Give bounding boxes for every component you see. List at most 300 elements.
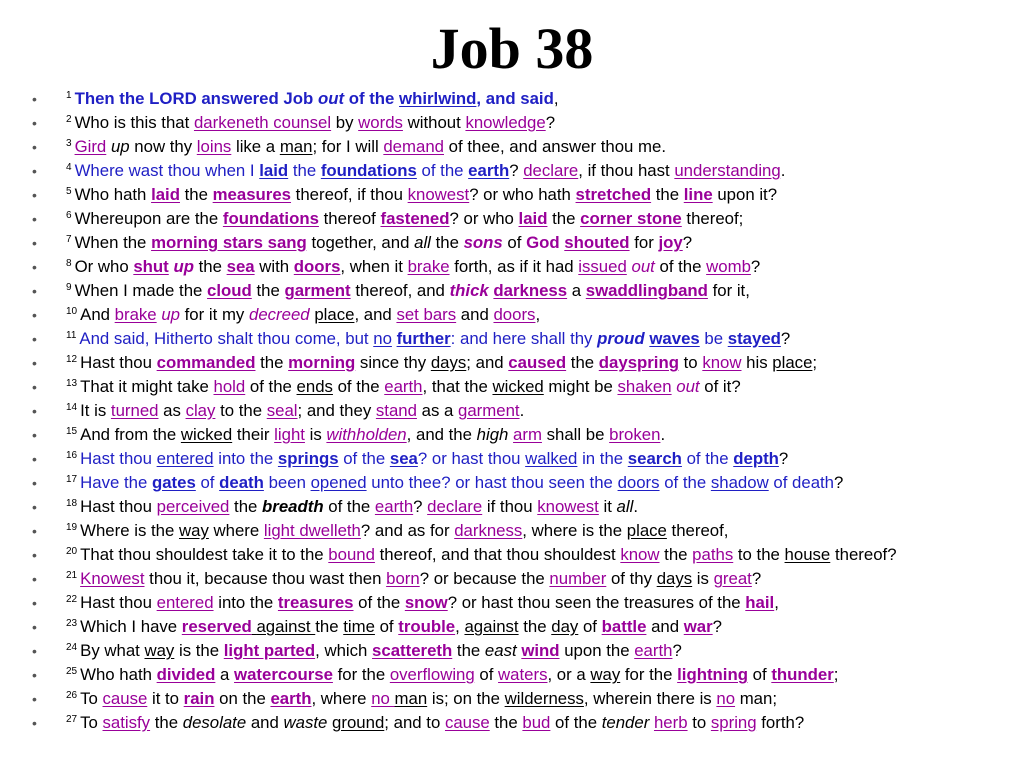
- bullet-icon: •: [32, 331, 37, 347]
- verse-text-segment: ; and to: [384, 713, 445, 732]
- verse-text-segment: doors: [617, 473, 660, 492]
- verse-text-segment: together, and: [306, 233, 415, 252]
- verse-text-segment: the: [315, 617, 344, 636]
- verse-item-20: [32, 543, 1002, 567]
- verse-text-segment: line: [683, 185, 713, 204]
- verse-text-segment: God: [526, 233, 560, 252]
- verse-text-segment: waves: [649, 329, 700, 348]
- verse-text-segment: dayspring: [598, 353, 679, 372]
- verse-text-segment: words: [358, 113, 403, 132]
- verse-text-segment: been: [263, 473, 311, 492]
- verse-text-segment: shaken: [617, 377, 672, 396]
- verse-text-segment: laid: [259, 161, 289, 180]
- verse-text-segment: Who hath: [80, 665, 157, 684]
- verse-text-segment: Gird: [74, 137, 107, 156]
- verse-text-segment: the: [651, 185, 684, 204]
- verse-text-segment: man;: [735, 689, 778, 708]
- verse-text-segment: the: [193, 257, 227, 276]
- verse-text-segment: Where wast thou when I: [74, 161, 260, 180]
- verse-text-segment: no: [373, 329, 392, 348]
- verse-number: 27: [66, 714, 78, 725]
- verse-item-9: [32, 279, 1002, 303]
- verse-text-segment: treasures: [277, 593, 354, 612]
- verse-text-segment: corner stone: [580, 209, 682, 228]
- verse-text-segment: foundations: [320, 161, 417, 180]
- verse-text-segment: set bars: [396, 305, 457, 324]
- verse-text-segment: waste: [283, 713, 328, 732]
- verse-text-segment: ?: [682, 233, 693, 252]
- verse-number: 2: [66, 114, 72, 125]
- verse-text-segment: It is: [80, 401, 111, 420]
- verse-text-segment: reserved: [181, 617, 252, 636]
- verse-text-segment: forth?: [756, 713, 805, 732]
- verse-text-segment: now thy: [129, 137, 197, 156]
- verse-text-segment: Who is this that: [74, 113, 194, 132]
- verse-text-segment: days: [430, 353, 467, 372]
- verse-text-segment: thereof: [318, 209, 381, 228]
- verse-text-segment: laid: [518, 209, 548, 228]
- verse-text-segment: divided: [156, 665, 216, 684]
- verse-text-segment: cloud: [207, 281, 252, 300]
- verse-text-segment: where: [208, 521, 264, 540]
- bullet-icon: •: [32, 235, 37, 251]
- verse-text-segment: a: [567, 281, 586, 300]
- verse-number: 9: [66, 282, 72, 293]
- verse-text-segment: ? or because the: [419, 569, 550, 588]
- verse-text-segment: ?: [778, 449, 789, 468]
- verse-text-segment: Hast thou: [80, 593, 157, 612]
- verse-text-segment: That thou shouldest take it to the: [80, 545, 329, 564]
- verse-text-segment: wilderness: [504, 689, 584, 708]
- verse-text-segment: decreed: [248, 305, 310, 324]
- verse-text-segment: loins: [196, 137, 232, 156]
- verse-text-segment: the: [566, 353, 599, 372]
- verse-text-segment: shadow: [710, 473, 769, 492]
- verse-text-segment: light parted: [223, 641, 316, 660]
- verse-number: 3: [66, 138, 72, 149]
- bullet-icon: •: [32, 427, 37, 443]
- verse-text-segment: brake: [114, 305, 157, 324]
- verse-text-segment: the: [489, 713, 523, 732]
- verse-text-segment: depth: [733, 449, 779, 468]
- verse-text-segment: Hast thou: [80, 497, 157, 516]
- verse-item-23: [32, 615, 1002, 639]
- verse-text-segment: to the: [215, 401, 267, 420]
- verse-text-segment: earth: [468, 161, 510, 180]
- verse-text-segment: ?: [545, 113, 556, 132]
- bullet-icon: •: [32, 115, 37, 131]
- verse-text-segment: and: [456, 305, 494, 324]
- verse-text-segment: foundations: [222, 209, 319, 228]
- verse-text-segment: darkeneth counsel: [193, 113, 332, 132]
- verse-item-10: [32, 303, 1002, 327]
- verse-text-segment: man: [394, 689, 428, 708]
- verse-text-segment: as a: [416, 401, 458, 420]
- verse-text-segment: of: [374, 617, 399, 636]
- verse-text-segment: upon the: [559, 641, 635, 660]
- verse-text-segment: Which I have: [80, 617, 182, 636]
- verse-text-segment: the: [659, 545, 693, 564]
- verse-text-segment: ?: [672, 641, 682, 660]
- verse-text-segment: When the: [74, 233, 152, 252]
- verse-text-segment: brake: [407, 257, 450, 276]
- verse-text-segment: unto thee? or hast thou seen the: [366, 473, 618, 492]
- verse-text-segment: , where is the: [522, 521, 627, 540]
- verse-text-segment: hail: [745, 593, 775, 612]
- bullet-icon: •: [32, 451, 37, 467]
- verse-text-segment: of the: [681, 449, 734, 468]
- verse-text-segment: broken: [609, 425, 661, 444]
- verse-text-segment: out: [676, 377, 700, 396]
- verse-text-segment: their: [232, 425, 275, 444]
- verse-number: 11: [66, 330, 77, 341]
- verse-text-segment: way: [144, 641, 175, 660]
- verse-text-segment: of: [578, 617, 602, 636]
- verse-item-4: [32, 159, 1002, 183]
- verse-text-segment: , and said: [476, 89, 554, 108]
- verse-number: 4: [66, 162, 72, 173]
- verse-text-segment: of: [502, 233, 527, 252]
- verse-text-segment: By what: [80, 641, 145, 660]
- verse-text-segment: bud: [522, 713, 551, 732]
- verse-number: 10: [66, 306, 78, 317]
- verse-text-segment: Hast thou: [80, 353, 157, 372]
- verse-number: 17: [66, 474, 78, 485]
- verse-text-segment: into the: [213, 593, 278, 612]
- verse-text-segment: war: [683, 617, 713, 636]
- verse-item-3: [32, 135, 1002, 159]
- verse-item-24: [32, 639, 1002, 663]
- verse-item-14: [32, 399, 1002, 423]
- bullet-icon: •: [32, 643, 37, 659]
- verse-text-segment: place: [772, 353, 813, 372]
- verse-text-segment: knowest: [407, 185, 470, 204]
- verse-text-segment: walked: [525, 449, 578, 468]
- verse-text-segment: way: [179, 521, 209, 540]
- verse-text-segment: Whereupon are the: [74, 209, 223, 228]
- verse-text-segment: , which: [315, 641, 373, 660]
- verse-text-segment: thereof, if thou: [291, 185, 408, 204]
- verse-text-segment: be: [699, 329, 728, 348]
- verse-text-segment: further: [396, 329, 451, 348]
- verse-text-segment: doors: [493, 305, 536, 324]
- verse-text-segment: lightning: [677, 665, 748, 684]
- verse-text-segment: doors: [293, 257, 341, 276]
- verse-text-segment: of the: [654, 257, 707, 276]
- verse-text-segment: ?: [751, 569, 762, 588]
- verse-text-segment: great: [713, 569, 752, 588]
- verse-text-segment: Hast thou: [80, 449, 157, 468]
- verse-text-segment: cause: [444, 713, 490, 732]
- verse-text-segment: thick: [449, 281, 489, 300]
- verse-text-segment: Have the: [80, 473, 152, 492]
- verse-item-8: [32, 255, 1002, 279]
- verse-text-segment: for the: [332, 665, 390, 684]
- verse-text-segment: the: [179, 185, 213, 204]
- verse-text-segment: for: [629, 233, 659, 252]
- verse-text-segment: wicked: [492, 377, 544, 396]
- verse-text-segment: Where is the: [80, 521, 179, 540]
- verse-list: [32, 87, 1002, 735]
- bullet-icon: •: [32, 91, 37, 107]
- verse-text-segment: wind: [521, 641, 560, 660]
- bullet-icon: •: [32, 379, 37, 395]
- verse-text-segment: number: [549, 569, 607, 588]
- verse-text-segment: demand: [383, 137, 444, 156]
- verse-text-segment: ,: [553, 89, 559, 108]
- verse-text-segment: death: [219, 473, 264, 492]
- verse-text-segment: ground: [332, 713, 385, 732]
- verse-text-segment: tender: [601, 713, 650, 732]
- verse-text-segment: it to: [147, 689, 184, 708]
- verse-text-segment: if thou: [482, 497, 538, 516]
- bullet-icon: •: [32, 259, 37, 275]
- verse-text-segment: gates: [151, 473, 196, 492]
- verse-text-segment: knowledge: [465, 113, 546, 132]
- slide-title: Job 38: [430, 16, 594, 81]
- verse-text-segment: is the: [174, 641, 224, 660]
- verse-text-segment: arm: [513, 425, 542, 444]
- verse-text-segment: , if thou hast: [578, 161, 675, 180]
- verse-item-5: [32, 183, 1002, 207]
- verse-text-segment: and: [246, 713, 284, 732]
- verse-text-segment: against: [464, 617, 519, 636]
- verse-text-segment: light: [274, 425, 305, 444]
- verse-item-2: [32, 111, 1002, 135]
- verse-text-segment: ?: [834, 473, 844, 492]
- verse-text-segment: commanded: [156, 353, 256, 372]
- verse-text-segment: And said, Hitherto shalt thou come, but: [79, 329, 374, 348]
- verse-text-segment: scattereth: [372, 641, 453, 660]
- verse-text-segment: ? or who: [449, 209, 519, 228]
- verse-item-7: [32, 231, 1002, 255]
- verse-text-segment: , that the: [422, 377, 493, 396]
- verse-text-segment: out: [317, 89, 345, 108]
- verse-text-segment: , or a: [547, 665, 591, 684]
- verse-text-segment: entered: [156, 593, 214, 612]
- verse-text-segment: and: [646, 617, 684, 636]
- verse-text-segment: .: [780, 161, 786, 180]
- verse-text-segment: the: [255, 353, 289, 372]
- verse-text-segment: without: [402, 113, 466, 132]
- verse-text-segment: of the: [332, 377, 385, 396]
- verse-text-segment: hold: [213, 377, 246, 396]
- verse-text-segment: seal: [266, 401, 298, 420]
- verse-text-segment: Who hath: [74, 185, 152, 204]
- verse-text-segment: Then the LORD answered Job: [74, 89, 318, 108]
- verse-item-19: [32, 519, 1002, 543]
- verse-text-segment: no: [371, 689, 395, 708]
- verse-text-segment: garment: [284, 281, 351, 300]
- verse-text-segment: light dwelleth: [263, 521, 361, 540]
- verse-text-segment: snow: [404, 593, 448, 612]
- verse-item-27: [32, 711, 1002, 735]
- verse-text-segment: by: [331, 113, 359, 132]
- verse-text-segment: morning: [288, 353, 356, 372]
- verse-text-segment: clay: [185, 401, 216, 420]
- verse-text-segment: spring: [710, 713, 757, 732]
- verse-text-segment: sons: [463, 233, 503, 252]
- verse-text-segment: ?: [509, 161, 524, 180]
- verse-text-segment: darkness: [493, 281, 568, 300]
- verse-text-segment: of the: [353, 593, 405, 612]
- verse-number: 16: [66, 450, 78, 461]
- verse-text-segment: on the: [214, 689, 271, 708]
- verse-item-15: [32, 423, 1002, 447]
- verse-text-segment: of the: [344, 89, 400, 108]
- verse-text-segment: day: [551, 617, 579, 636]
- verse-text-segment: with: [254, 257, 294, 276]
- verse-text-segment: of death: [768, 473, 835, 492]
- verse-text-segment: opened: [310, 473, 367, 492]
- verse-text-segment: Or who: [74, 257, 134, 276]
- verse-text-segment: since thy: [355, 353, 431, 372]
- verse-text-segment: ,: [774, 593, 779, 612]
- verse-number: 21: [66, 570, 78, 581]
- verse-item-11: [32, 327, 1002, 351]
- verse-text-segment: earth: [270, 689, 312, 708]
- verse-text-segment: proud: [597, 329, 645, 348]
- verse-number: 20: [66, 546, 78, 557]
- verse-text-segment: is; on the: [427, 689, 505, 708]
- verse-text-segment: for the: [620, 665, 678, 684]
- verse-text-segment: garment: [458, 401, 520, 420]
- verse-item-21: [32, 567, 1002, 591]
- verse-text-segment: ,: [455, 617, 465, 636]
- bullet-icon: •: [32, 307, 37, 323]
- verse-text-segment: .: [633, 497, 638, 516]
- verse-text-segment: for it,: [707, 281, 750, 300]
- verse-text-segment: herb: [653, 713, 688, 732]
- verse-text-segment: springs: [277, 449, 339, 468]
- verse-text-segment: stand: [375, 401, 417, 420]
- verse-text-segment: time: [343, 617, 375, 636]
- verse-text-segment: house: [784, 545, 831, 564]
- bullet-icon: •: [32, 715, 37, 731]
- verse-text-segment: fastened: [380, 209, 450, 228]
- verse-text-segment: up: [173, 257, 194, 276]
- verse-text-segment: place: [314, 305, 355, 324]
- verse-text-segment: caused: [508, 353, 567, 372]
- verse-text-segment: To: [80, 713, 103, 732]
- verse-text-segment: ; for I will: [312, 137, 384, 156]
- verse-text-segment: shouted: [564, 233, 630, 252]
- bullet-icon: •: [32, 691, 37, 707]
- verse-text-segment: earth: [374, 497, 414, 516]
- verse-text-segment: is: [304, 425, 327, 444]
- verse-text-segment: the: [452, 641, 485, 660]
- verse-text-segment: up: [110, 137, 130, 156]
- bullet-icon: •: [32, 523, 37, 539]
- verse-item-25: [32, 663, 1002, 687]
- verse-text-segment: ? or who hath: [469, 185, 576, 204]
- verse-text-segment: bound: [328, 545, 375, 564]
- verse-text-segment: ? or hast thou: [417, 449, 526, 468]
- verse-text-segment: know: [702, 353, 742, 372]
- verse-text-segment: of the: [323, 497, 375, 516]
- verse-text-segment: wicked: [180, 425, 233, 444]
- verse-text-segment: no: [716, 689, 736, 708]
- verse-item-17: [32, 471, 1002, 495]
- verse-text-segment: of the: [416, 161, 469, 180]
- verse-text-segment: of the: [245, 377, 297, 396]
- verse-number: 23: [66, 618, 78, 629]
- verse-text-segment: of: [474, 665, 499, 684]
- verse-text-segment: turned: [110, 401, 159, 420]
- verse-number: 18: [66, 498, 78, 509]
- verse-text-segment: That it might take: [80, 377, 214, 396]
- verse-number: 14: [66, 402, 78, 413]
- verse-text-segment: breadth: [262, 497, 324, 516]
- verse-text-segment: a: [215, 665, 235, 684]
- verse-text-segment: ;: [833, 665, 839, 684]
- verse-text-segment: : and here shall thy: [450, 329, 598, 348]
- verse-text-segment: , where: [311, 689, 372, 708]
- verse-text-segment: thereof, and that thou shouldest: [374, 545, 621, 564]
- verse-text-segment: satisfy: [102, 713, 151, 732]
- verse-text-segment: the: [288, 161, 321, 180]
- verse-number: 12: [66, 354, 78, 365]
- verse-text-segment: up: [161, 305, 180, 324]
- verse-number: 8: [66, 258, 72, 269]
- verse-text-segment: paths: [692, 545, 734, 564]
- verse-text-segment: When I made the: [74, 281, 208, 300]
- verse-text-segment: entered: [156, 449, 214, 468]
- verse-text-segment: joy: [658, 233, 683, 252]
- verse-number: 25: [66, 666, 78, 677]
- verse-text-segment: of the: [659, 473, 711, 492]
- verse-number: 19: [66, 522, 78, 533]
- verse-text-segment: days: [656, 569, 693, 588]
- verse-text-segment: ?: [750, 257, 761, 276]
- verse-text-segment: declare: [427, 497, 483, 516]
- verse-text-segment: , and the: [406, 425, 477, 444]
- verse-item-6: [32, 207, 1002, 231]
- verse-text-segment: shall be: [541, 425, 610, 444]
- verse-text-segment: to the: [733, 545, 785, 564]
- verse-item-1: [32, 87, 1002, 111]
- verse-number: 5: [66, 186, 72, 197]
- verse-text-segment: ?: [780, 329, 791, 348]
- verse-text-segment: out: [631, 257, 655, 276]
- verse-text-segment: the: [229, 497, 263, 516]
- verse-text-segment: issued: [578, 257, 627, 276]
- verse-text-segment: of the: [550, 713, 602, 732]
- verse-text-segment: ? or hast thou seen the treasures of the: [447, 593, 746, 612]
- verse-text-segment: it: [598, 497, 617, 516]
- verse-text-segment: the: [251, 281, 285, 300]
- bullet-icon: •: [32, 139, 37, 155]
- verse-text-segment: ; and they: [297, 401, 376, 420]
- verse-text-segment: laid: [151, 185, 180, 204]
- verse-text-segment: To: [80, 689, 103, 708]
- verse-text-segment: ?: [712, 617, 722, 636]
- verse-text-segment: sea: [389, 449, 418, 468]
- verse-text-segment: ? and as for: [360, 521, 455, 540]
- verse-text-segment: place: [626, 521, 667, 540]
- verse-text-segment: into the: [213, 449, 278, 468]
- verse-text-segment: stretched: [575, 185, 652, 204]
- verse-text-segment: high: [476, 425, 509, 444]
- verse-text-segment: the: [547, 209, 581, 228]
- verse-text-segment: earth: [634, 641, 673, 660]
- verse-text-segment: thou it, because thou wast then: [144, 569, 387, 588]
- bullet-icon: •: [32, 211, 37, 227]
- verse-number: 7: [66, 234, 72, 245]
- verse-text-segment: born: [386, 569, 420, 588]
- verse-item-16: [32, 447, 1002, 471]
- bullet-icon: •: [32, 475, 37, 491]
